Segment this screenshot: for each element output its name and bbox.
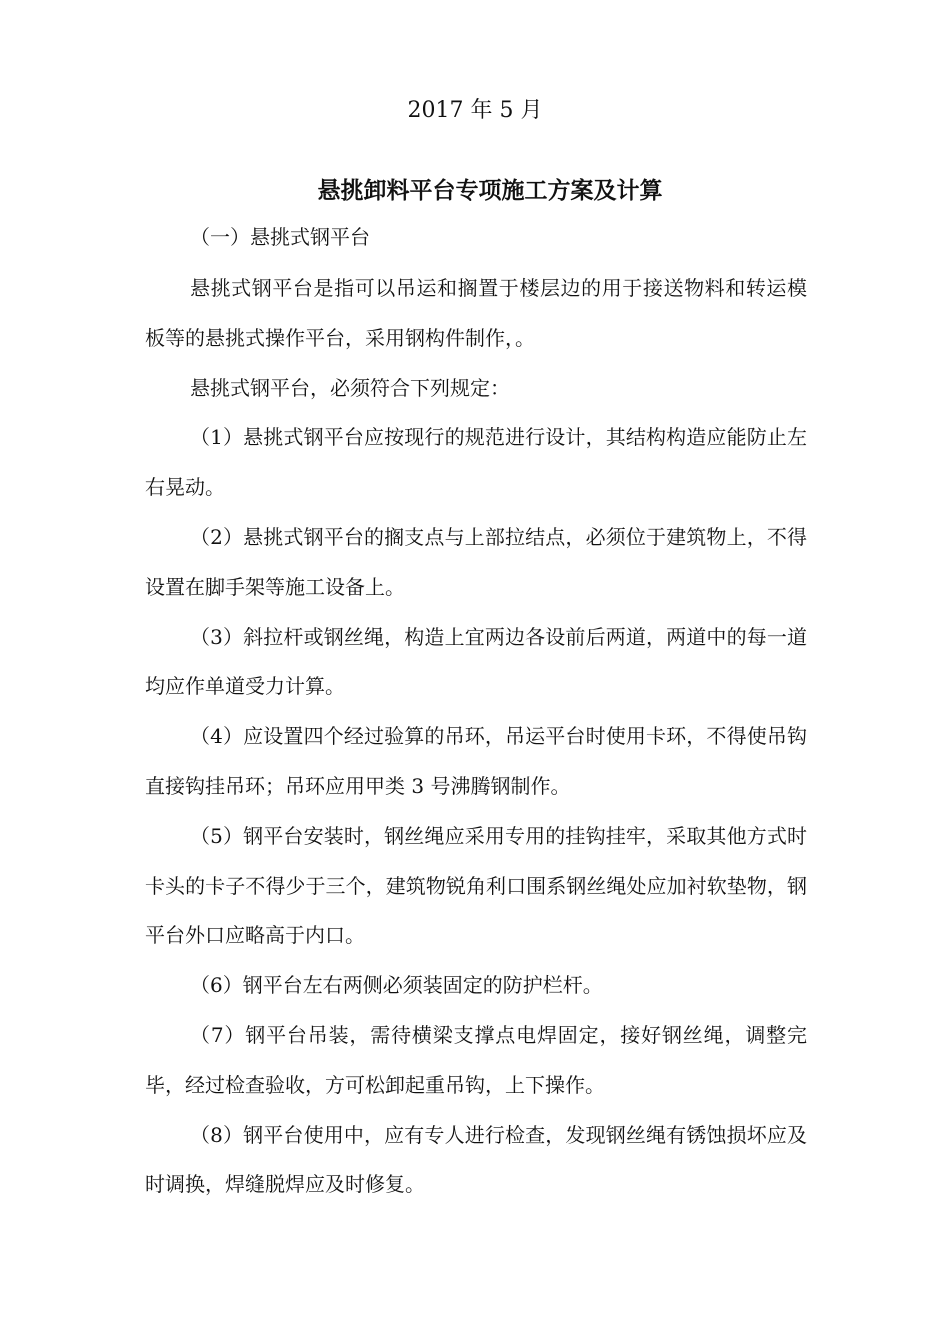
paragraph: 悬挑式钢平台，必须符合下列规定： — [190, 375, 510, 400]
paragraph: （7）钢平台吊装，需待横梁支撑点电焊固定，接好钢丝绳，调整完毕，经过检查验收，方可松卸起重吊钩，上下操作。 — [145, 1022, 807, 1097]
paragraph: （6）钢平台左右两侧必须装固定的防护栏杆。 — [190, 973, 603, 998]
document-body — [145, 264, 807, 1210]
paragraph: （2）悬挑式钢平台的搁支点与上部拉结点，必须位于建筑物上，不得设置在脚手架等施工设备上。 — [145, 524, 807, 599]
paragraph: （8）钢平台使用中，应有专人进行检查，发现钢丝绳有锈蚀损坏应及时调换，焊缝脱焊应及时修复。 — [145, 1122, 807, 1197]
document-title: 悬挑卸料平台专项施工方案及计算 — [317, 178, 663, 204]
document-date: 2017 年 5 月 — [407, 98, 543, 123]
paragraph: （3）斜拉杆或钢丝绳，构造上宜两边各设前后两道，两道中的每一道均应作单道受力计算。 — [145, 624, 807, 699]
paragraph: 悬挑式钢平台是指可以吊运和搁置于楼层边的用于接送物料和转运模板等的悬挑式操作平台，采用钢构件制作，。 — [145, 276, 807, 350]
paragraph: （5）钢平台安装时，钢丝绳应采用专用的挂钩挂牢，采取其他方式时卡头的卡子不得少于三个，建筑物锐角利口围系钢丝绳处应加衬软垫物，钢平台外口应略高于内口。 — [145, 823, 807, 948]
section-heading: （一）悬挑式钢平台 — [190, 225, 370, 249]
paragraph: （4）应设置四个经过验算的吊环，吊运平台时使用卡环，不得使吊钩直接钩挂吊环；吊环应用甲类 3 号沸腾钢制作。 — [145, 724, 807, 798]
paragraph: （1）悬挑式钢平台应按现行的规范进行设计，其结构构造应能防止左右晃动。 — [145, 425, 807, 500]
